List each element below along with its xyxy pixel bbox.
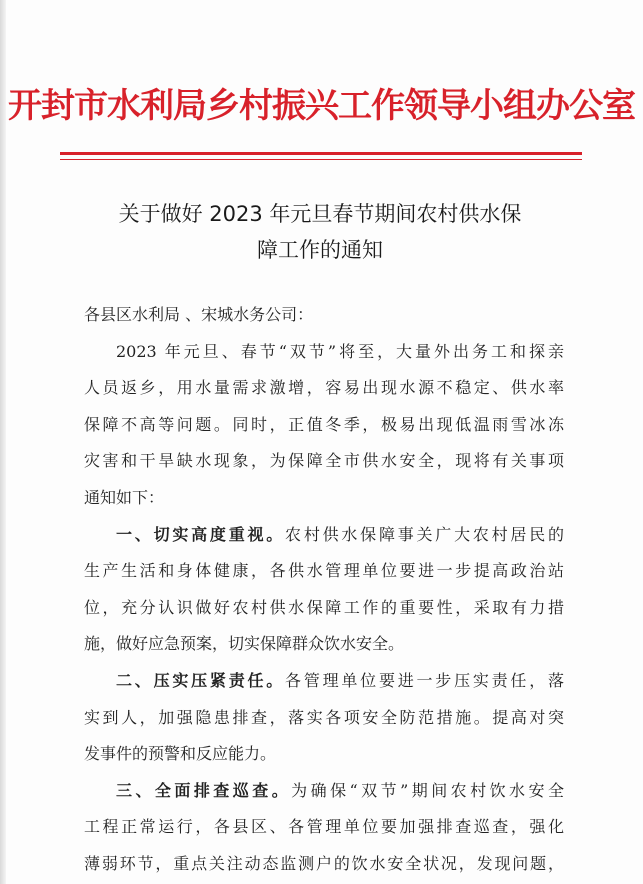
scan-edge-shadow (0, 0, 6, 884)
section2-heading: 二、压实压紧责任。 (116, 670, 286, 690)
intro-line-5: 通知如下： (84, 487, 165, 507)
intro-line-3: 保障不高等问题。同时，正值冬季，极易出现低温雨雪冰冻 (84, 414, 564, 434)
section1-first-line (84, 520, 564, 557)
section1-line-3: 位，充分认识做好农村供水保障工作的重要性，采取有力措 (84, 597, 564, 617)
intro-line-1: 2023 年元旦、春节“双节”将至，大量外出务工和探亲 (116, 341, 564, 361)
section2-first-line (84, 666, 564, 703)
section2-first-line-text: 各管理单位要进一步压实责任，落 (285, 670, 564, 690)
notice-title-line-1: 关于做好 2023 年元旦春节期间农村供水保 (118, 202, 522, 226)
section2-line-3: 发事件的预警和反应能力。 (84, 744, 277, 764)
intro-line-4: 灾害和干旱缺水现象，为保障全市供水安全，现将有关事项 (84, 451, 564, 471)
addressee-line: 各县区水利局 、宋城水务公司： (84, 305, 314, 324)
section1-first-line-text: 农村供水保障事关广大农村居民的 (285, 524, 564, 544)
section1-line-2: 生产生活和身体健康，各供水管理单位要进一步提高政治站 (84, 561, 564, 581)
section3-line-2: 工程正常运行，各县区、各管理单位要加强排查巡查，强化 (84, 817, 564, 837)
section3-first-line-text: 为确保“双节”期间农村饮水安全 (291, 780, 564, 800)
section1-line-4: 施，做好应急预案，切实保障群众饮水安全。 (84, 634, 405, 654)
section2-line-2: 实到人，加强隐患排查，落实各项安全防范措施。提高对突 (84, 707, 564, 727)
notice-title-line-2: 障工作的通知 (257, 238, 383, 262)
section3-line-3: 薄弱环节，重点关注动态监测户的饮水安全状况，发现问题， (84, 853, 564, 873)
red-header-rule-thin (60, 159, 582, 160)
red-header-rule-thick (60, 152, 582, 155)
intro-line-2: 人员返乡，用水量需求激增，容易出现水源不稳定、供水率 (84, 378, 564, 398)
notice-body (84, 300, 564, 884)
section3-first-line (84, 776, 564, 813)
section3-heading: 三、全面排查巡查。 (116, 780, 292, 800)
notice-title (60, 196, 580, 268)
section1-heading: 一、切实高度重视。 (116, 524, 286, 544)
red-header-org-title: 开封市水利局乡村振兴工作领导小组办公室 (8, 86, 635, 126)
